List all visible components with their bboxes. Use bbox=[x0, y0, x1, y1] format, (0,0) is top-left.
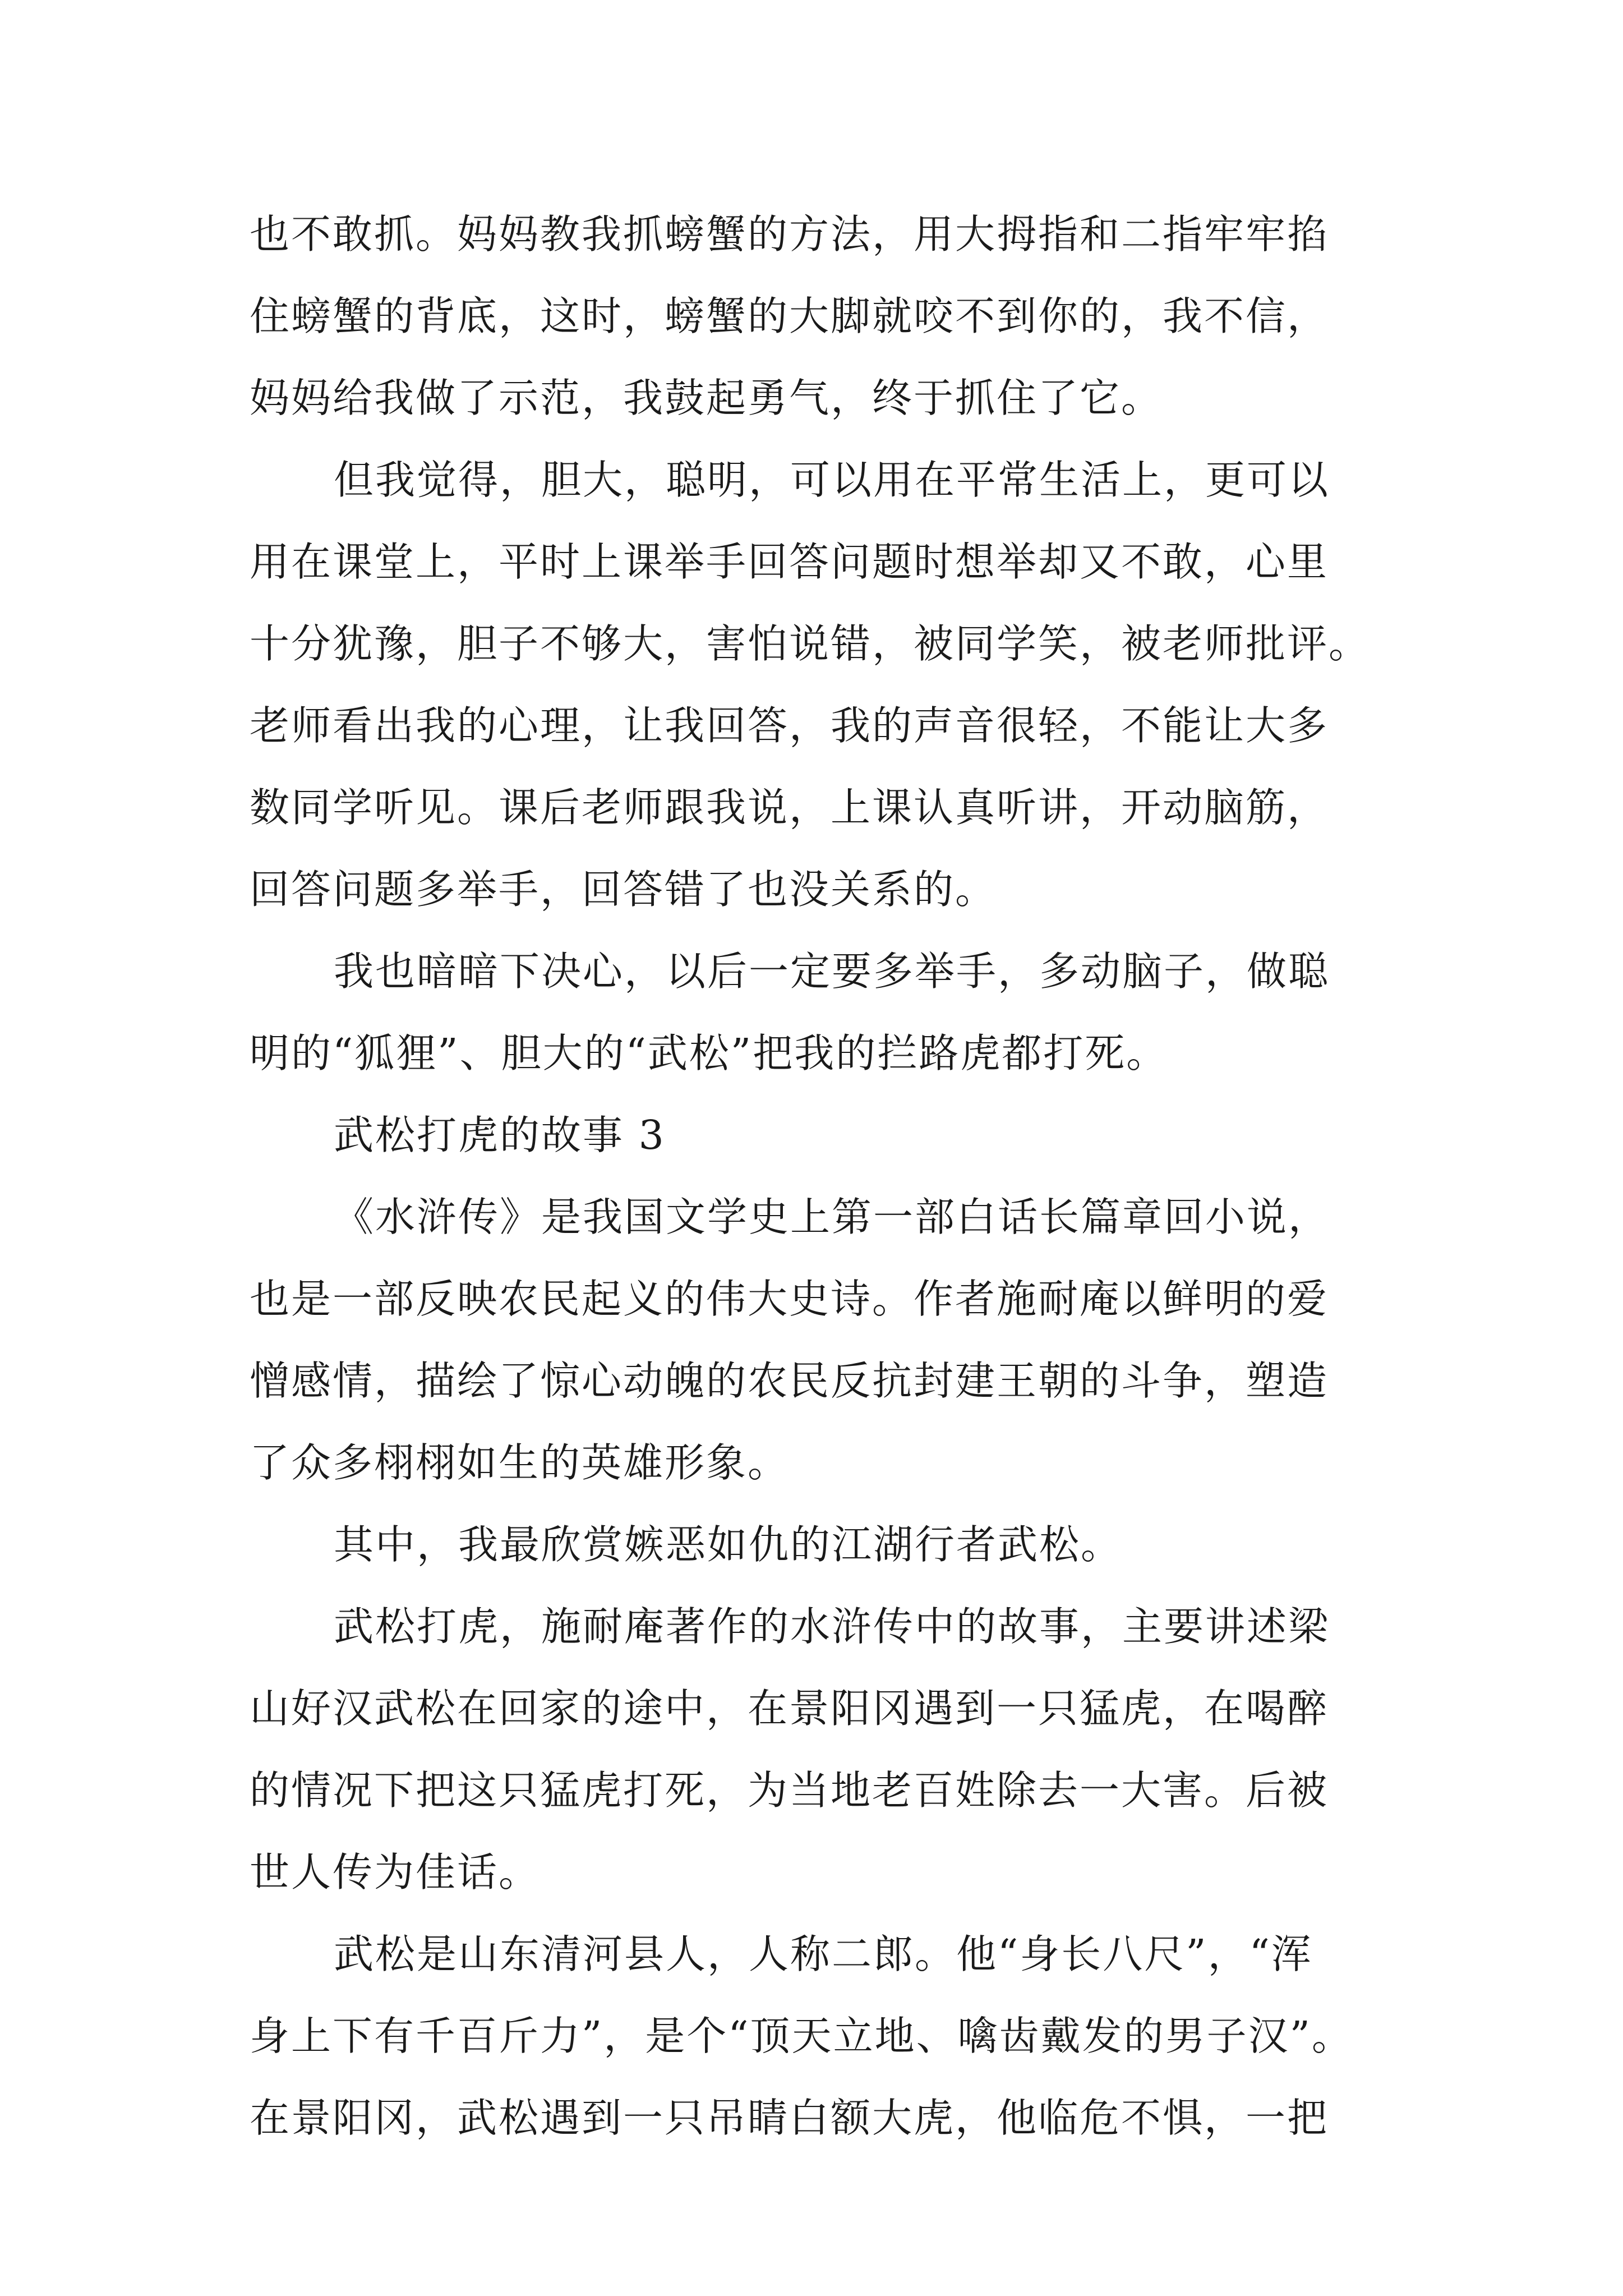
text-line: 《水浒传》是我国文学史上第一部白话长篇章回小说， bbox=[334, 1194, 1330, 1240]
document-body bbox=[250, 194, 1427, 2159]
text-line: 其中，我最欣赏嫉恶如仇的江湖行者武松。 bbox=[334, 1521, 1123, 1568]
text-line: 世人传为佳话。 bbox=[250, 1849, 541, 1895]
text-line: 憎感情，描绘了惊心动魄的农民反抗封建王朝的斗争，塑造 bbox=[250, 1358, 1329, 1404]
text-line: 了众多栩栩如生的英雄形象。 bbox=[250, 1439, 790, 1486]
text-line: 妈妈给我做了示范，我鼓起勇气，终于抓住了它。 bbox=[250, 375, 1163, 421]
text-line: 的情况下把这只猛虎打死，为当地老百姓除去一大害。后被 bbox=[250, 1767, 1329, 1814]
text-line: 身上下有千百斤力”，是个“顶天立地、噙齿戴发的男子汉”。 bbox=[250, 2013, 1353, 2059]
text-line: 数同学听见。课后老师跟我说，上课认真听讲，开动脑筋， bbox=[250, 784, 1329, 831]
text-line: 住螃蟹的背底，这时，螃蟹的大脚就咬不到你的，我不信， bbox=[250, 293, 1329, 339]
text-line: 山好汉武松在回家的途中，在景阳冈遇到一只猛虎，在喝醉 bbox=[250, 1685, 1329, 1732]
text-line: 十分犹豫，胆子不够大，害怕说错，被同学笑，被老师批评。 bbox=[250, 620, 1371, 667]
text-line: 老师看出我的心理，让我回答，我的声音很轻，不能让大多 bbox=[250, 702, 1329, 749]
text-line: 武松打虎的故事 3 bbox=[334, 1112, 666, 1158]
text-line: 用在课堂上，平时上课举手回答问题时想举却又不敢，心里 bbox=[250, 539, 1329, 585]
text-line: 明的“狐狸”、胆大的“武松”把我的拦路虎都打死。 bbox=[250, 1030, 1168, 1076]
text-line: 也是一部反映农民起义的伟大史诗。作者施耐庵以鲜明的爱 bbox=[250, 1276, 1329, 1322]
text-line: 我也暗暗下决心，以后一定要多举手，多动脑子，做聪 bbox=[334, 948, 1330, 995]
text-line: 武松打虎，施耐庵著作的水浒传中的故事，主要讲述梁 bbox=[334, 1603, 1330, 1650]
text-line: 也不敢抓。妈妈教我抓螃蟹的方法，用大拇指和二指牢牢掐 bbox=[250, 211, 1329, 257]
text-line: 但我觉得，胆大，聪明，可以用在平常生活上，更可以 bbox=[334, 457, 1330, 503]
text-line: 在景阳冈，武松遇到一只吊睛白额大虎，他临危不惧，一把 bbox=[250, 2095, 1329, 2141]
text-line: 回答问题多举手，回答错了也没关系的。 bbox=[250, 866, 997, 913]
text-line: 武松是山东清河县人，人称二郎。他“身长八尺”，“浑 bbox=[334, 1931, 1313, 1977]
